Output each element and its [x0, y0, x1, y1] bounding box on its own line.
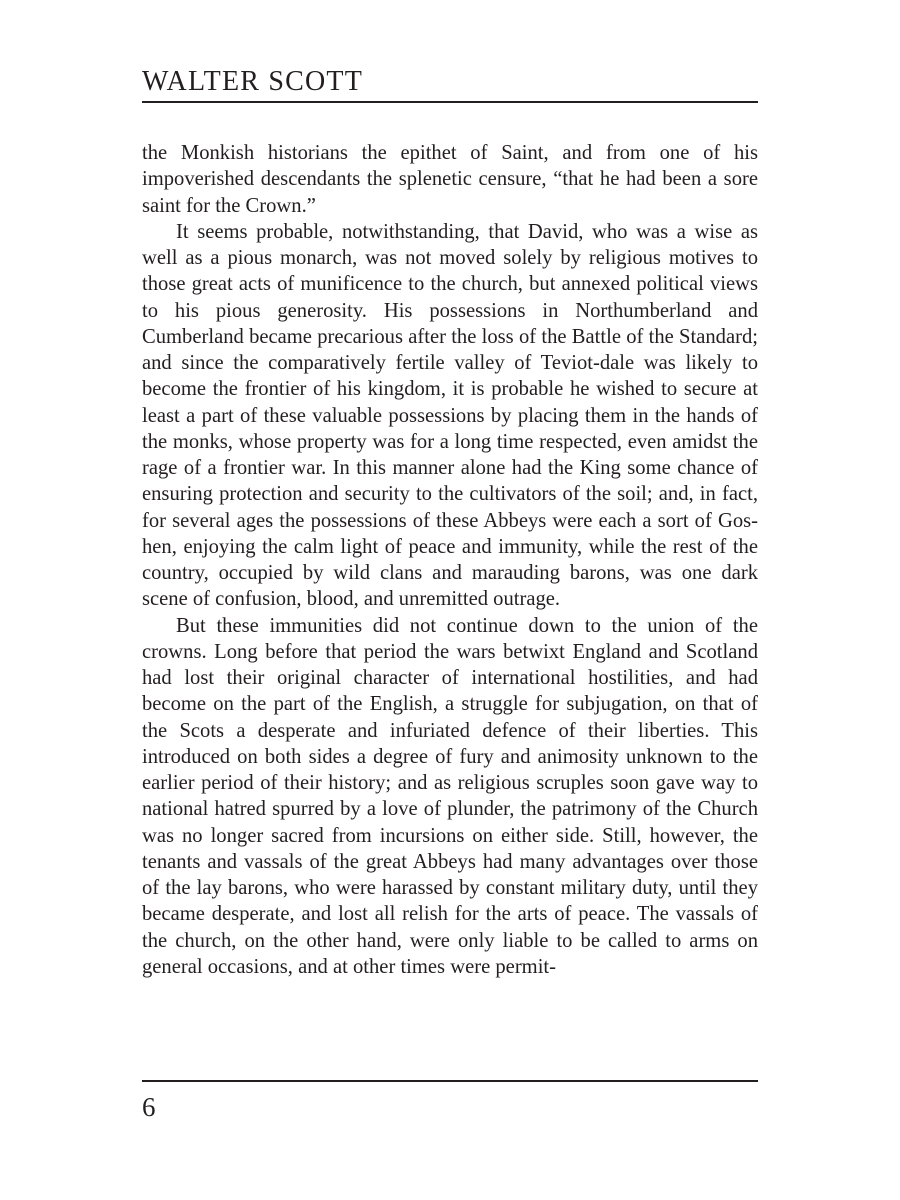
header-rule: [142, 101, 758, 103]
running-title: WALTER SCOTT: [142, 66, 364, 97]
paragraph-continuation: the Monkish historians the epithet of Saint, and from one of his impoverished descendants the splenetic censure, “that he had been a sore saint for the Crown.”: [142, 142, 758, 217]
paragraph: But these immunities did not continue down to the union of the crowns. Long before that period the wars betwixt England and Scotland had lost their original character of international hostilities, and had become on the part of the English, a struggle for subjugation, on that of the Scots a desperate and infuriated defence of their liberties. This introduced on both sides a degree of fury and animosity unknown to the earlier period of their history; and as religious scruples soon gave way to national hatred spurred by a love of plunder, the patrimony of the Church was no longer sacred from incursions on either side. Still, however, the tenants and vassals of the great Abbeys had many advantages over those of the lay barons, who were harassed by constant military duty, until they became desperate, and lost all relish for the arts of peace. The vassals of the church, on the other hand, were only liable to be called to arms on general occasions, and at other times were permit-: [142, 614, 758, 978]
footer-rule: [142, 1080, 758, 1082]
page-number: 6: [142, 1092, 156, 1122]
paragraph: It seems probable, notwithstanding, that David, who was a wise as well as a pious monarch, was not moved solely by religious motives to those great acts of munificence to the church, but annexed political views to his pious generosity. His possessions in Northumberland and Cumberland became precarious after the loss of the Battle of the Standard; and since the comparatively fertile valley of Teviot-dale was likely to become the frontier of his kingdom, it is probable he wished to secure at least a part of these valuable possessions by placing them in the hands of the monks, whose property was for a long time respected, even amidst the rage of a frontier war. In this manner alone had the King some chance of ensuring protection and security to the cultivators of the soil; and, in fact, for several ages the possessions of these Abbeys were each a sort of Goshen, enjoying the calm light of peace and immunity, while the rest of the country, occupied by wild clans and marauding barons, was one dark scene of confusion, blood, and unremitted outrage.: [142, 220, 758, 611]
body-text: [142, 140, 758, 980]
